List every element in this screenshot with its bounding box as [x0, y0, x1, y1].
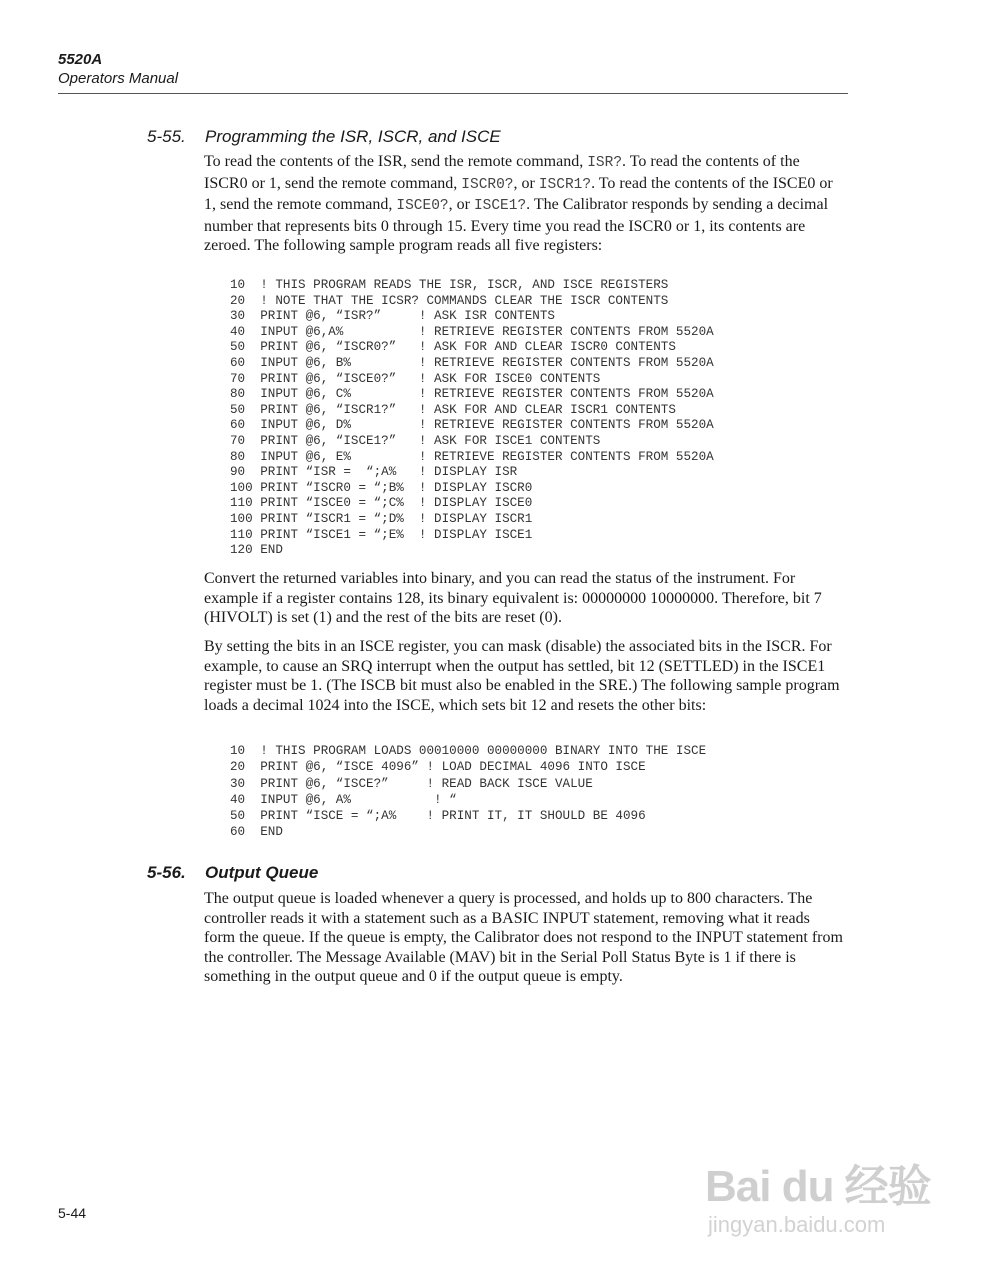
code-line: 10 ! THIS PROGRAM LOADS 00010000 00000000 BINARY INTO THE ISCE — [230, 744, 707, 758]
section-number: 5-55. — [147, 127, 186, 146]
code-line: 60 INPUT @6, B% ! RETRIEVE REGISTER CONTENTS FROM 5520A — [230, 355, 714, 370]
code-line: 30 PRINT @6, “ISCE?” ! READ BACK ISCE VALUE — [230, 776, 593, 791]
watermark — [700, 1130, 940, 1250]
section-title: Programming the ISR, ISCR, and ISCE — [205, 127, 501, 146]
code-line: 30 PRINT @6, “ISR?” ! ASK ISR CONTENTS — [230, 309, 555, 324]
section-title: Output Queue — [205, 863, 319, 882]
section-5-56-heading — [147, 863, 318, 883]
header-model: 5520A — [58, 51, 103, 68]
code-line: 60 END — [230, 825, 283, 840]
code-line: 50 PRINT @6, “ISCR0?” ! ASK FOR AND CLEAR ISCR0 CONTENTS — [230, 340, 676, 355]
watermark-url: jingyan.baidu.com — [708, 1212, 886, 1237]
code-line: 60 INPUT @6, D% ! RETRIEVE REGISTER CONTENTS FROM 5520A — [230, 418, 714, 433]
code-line: 70 PRINT @6, “ISCE1?” ! ASK FOR ISCE1 CONTENTS — [230, 433, 601, 448]
code-line: 110 PRINT “ISCE1 = “;E% ! DISPLAY ISCE1 — [230, 527, 533, 542]
paragraph-isce-mask: By setting the bits in an ISCE register, you can mask (disable) the associated bits in the ISCR. For example, to cause an SRQ interrupt when the output has settled, bit 12 (SETTLED) in the ISCE1 register must be 1. (The ISCB bit must also be enabled in the SRE.) The following sample program loads a decimal 1024 into the ISCE, which sets bit 12 and resets the other bits: — [204, 638, 840, 714]
code-line: 80 INPUT @6, C% ! RETRIEVE REGISTER CONTENTS FROM 5520A — [230, 387, 714, 402]
paragraph-output-queue: The output queue is loaded whenever a query is processed, and holds up to 800 characters. The controller reads it with a statement such as a BASIC INPUT statement, removing what it reads form the queue. If the queue is empty, the Calibrator does not respond to the INPUT statement from the controller. The Message Available (MAV) bit in the Serial Poll Status Byte is 1 if there is something in the output queue and 0 if the output queue is empty. — [204, 890, 843, 985]
code-line: 10 ! THIS PROGRAM READS THE ISR, ISCR, AND ISCE REGISTERS — [230, 278, 669, 292]
code-line: 40 INPUT @6, A% ! “ — [230, 792, 457, 807]
watermark-logo: Bai du 经验 — [705, 1162, 931, 1211]
code-line: 50 PRINT @6, “ISCR1?” ! ASK FOR AND CLEAR ISCR1 CONTENTS — [230, 402, 676, 417]
inline-command: ISR? — [587, 155, 623, 171]
code-line: 100 PRINT “ISCR0 = “;B% ! DISPLAY ISCR0 — [230, 480, 533, 495]
page-number: 5-44 — [58, 1205, 87, 1221]
inline-command: ISCR0? — [461, 176, 514, 193]
code-line: 90 PRINT “ISR = “;A% ! DISPLAY ISR — [230, 465, 518, 480]
section-number: 5-56. — [147, 863, 186, 882]
code-line: 50 PRINT “ISCE = “;A% ! PRINT IT, IT SHOULD BE 4096 — [230, 809, 646, 824]
code-line: 40 INPUT @6,A% ! RETRIEVE REGISTER CONTENTS FROM 5520A — [230, 324, 714, 339]
code-line: 80 INPUT @6, E% ! RETRIEVE REGISTER CONTENTS FROM 5520A — [230, 449, 714, 464]
code-line: 100 PRINT “ISCR1 = “;D% ! DISPLAY ISCR1 — [230, 511, 533, 526]
code-line: 70 PRINT @6, “ISCE0?” ! ASK FOR ISCE0 CONTENTS — [230, 371, 601, 386]
code-line: 20 ! NOTE THAT THE ICSR? COMMANDS CLEAR THE ISCR CONTENTS — [230, 293, 669, 308]
code-line: 110 PRINT “ISCE0 = “;C% ! DISPLAY ISCE0 — [230, 496, 533, 511]
running-header — [58, 50, 178, 88]
header-rule — [58, 93, 848, 94]
inline-command: ISCE0? — [396, 198, 449, 214]
code-listing-load-isce — [230, 743, 706, 841]
inline-command: ISCR1? — [538, 176, 592, 193]
code-listing-read-registers — [230, 278, 714, 559]
section-5-55-heading — [147, 127, 501, 147]
paragraph-binary-conversion: Convert the returned variables into binary, and you can read the status of the instrument. For example if a register contains 128, its binary equivalent is: 00000000 10000000. Therefore, bit 7 (HIVOLT) is set (1) and the rest of the bits are reset (0). — [204, 570, 822, 626]
inline-command: ISCE1? — [473, 198, 527, 214]
code-line: 20 PRINT @6, “ISCE 4096” ! LOAD DECIMAL 4096 INTO ISCE — [230, 760, 646, 775]
code-line: 120 END — [230, 543, 283, 558]
section-5-55-intro-paragraph: To read the contents of the ISR, send the remote command, ISR?. To read the contents of the ISCR0 or 1, send the remote command, ISCR0?, or ISCR1?. To read the contents of the ISCE0 or 1, send the remote command, ISCE0?, or ISCE1?. The Calibrator responds by sending a decimal number that represents bits 0 through 15. Every time you read the ISCR0 or 1, its contents are zeroed. The following sample program reads all five registers: — [204, 153, 833, 254]
header-subtitle: Operators Manual — [58, 70, 179, 87]
